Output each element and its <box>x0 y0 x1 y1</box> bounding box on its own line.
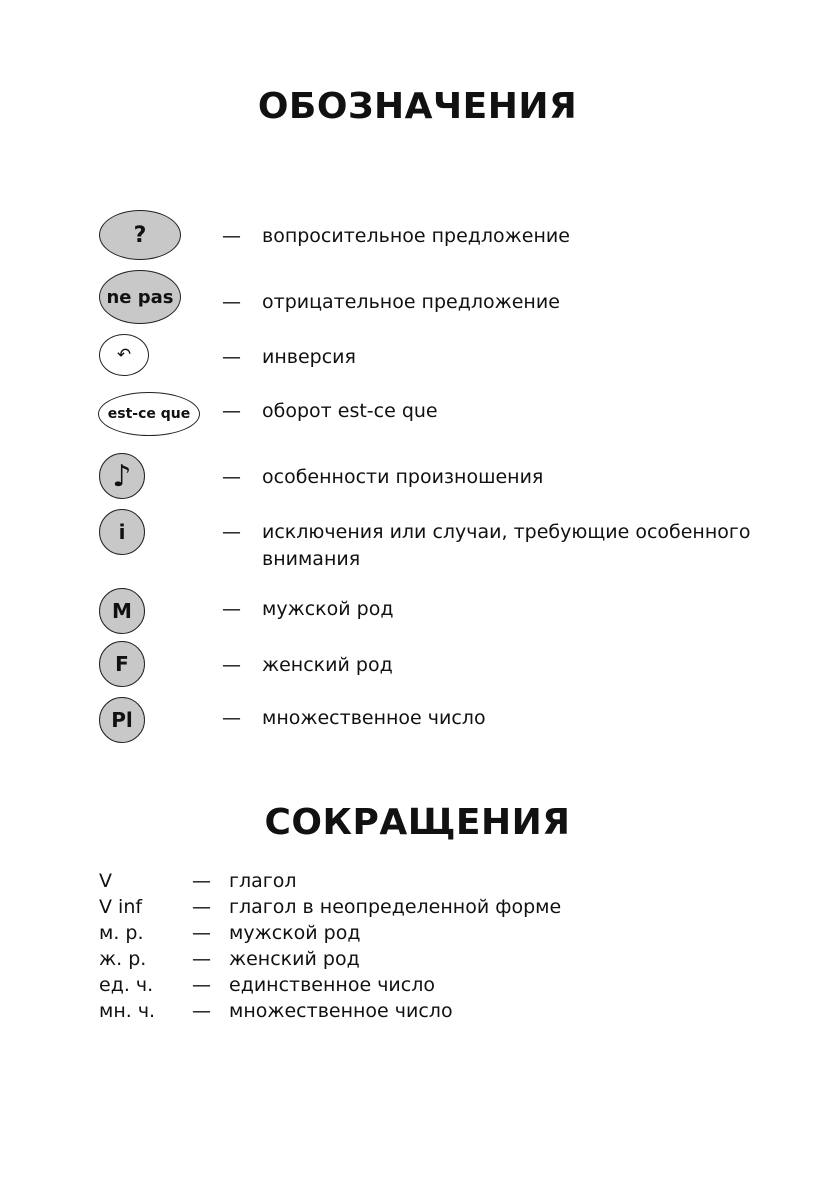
legend-description: оборот est-ce que <box>262 400 438 422</box>
feminine-icon: F <box>99 641 145 687</box>
legend-dash: — <box>222 466 241 488</box>
abbr-dash: — <box>192 1000 211 1022</box>
abbr-value: глагол <box>229 870 297 892</box>
abbr-key: ед. ч. <box>99 974 154 996</box>
info-icon: i <box>99 509 145 555</box>
legend-description: инверсия <box>262 346 356 368</box>
abbr-dash: — <box>192 896 211 918</box>
abbr-key: V inf <box>99 896 143 918</box>
abbr-value: множественное число <box>229 1000 453 1022</box>
abbr-dash: — <box>192 974 211 996</box>
legend-description: отрицательное предложение <box>262 291 560 313</box>
legend-description: вопросительное предложение <box>262 225 570 247</box>
abbr-key: мн. ч. <box>99 1000 156 1022</box>
legend-dash: — <box>222 598 241 620</box>
inversion-icon: ↶ <box>99 334 149 376</box>
legend-description: женский род <box>262 654 393 676</box>
question-icon: ? <box>99 210 181 260</box>
legend-description: мужской род <box>262 598 394 620</box>
legend-dash: — <box>222 654 241 676</box>
abbr-value: глагол в неопределенной форме <box>229 896 562 918</box>
legend-description: множественное число <box>262 707 486 729</box>
abbreviations-title: СОКРАЩЕНИЯ <box>264 802 571 843</box>
music-note-icon: ♪ <box>99 453 145 499</box>
abbr-value: женский род <box>229 948 360 970</box>
masculine-icon: M <box>99 588 145 634</box>
legend-dash: — <box>222 291 241 313</box>
abbr-value: единственное число <box>229 974 435 996</box>
legend-description-line2: внимания <box>262 548 361 570</box>
abbr-dash: — <box>192 870 211 892</box>
abbr-key: м. р. <box>99 922 144 944</box>
abbr-key: V <box>99 870 112 892</box>
legend-dash: — <box>222 346 241 368</box>
legend-description: особенности произношения <box>262 466 544 488</box>
page-title: ОБОЗНАЧЕНИЯ <box>257 86 578 127</box>
abbr-value: мужской род <box>229 922 361 944</box>
plural-icon: Pl <box>99 697 145 743</box>
legend-dash: — <box>222 400 241 422</box>
abbr-key: ж. р. <box>99 948 147 970</box>
legend-dash: — <box>222 521 241 543</box>
negation-icon: ne pas <box>99 270 181 324</box>
legend-dash: — <box>222 707 241 729</box>
abbr-dash: — <box>192 948 211 970</box>
legend-description-line1: исключения или случаи, требующие особенного <box>262 521 751 543</box>
abbr-dash: — <box>192 922 211 944</box>
est-ce-que-icon: est-ce que <box>98 392 200 436</box>
legend-dash: — <box>222 225 241 247</box>
